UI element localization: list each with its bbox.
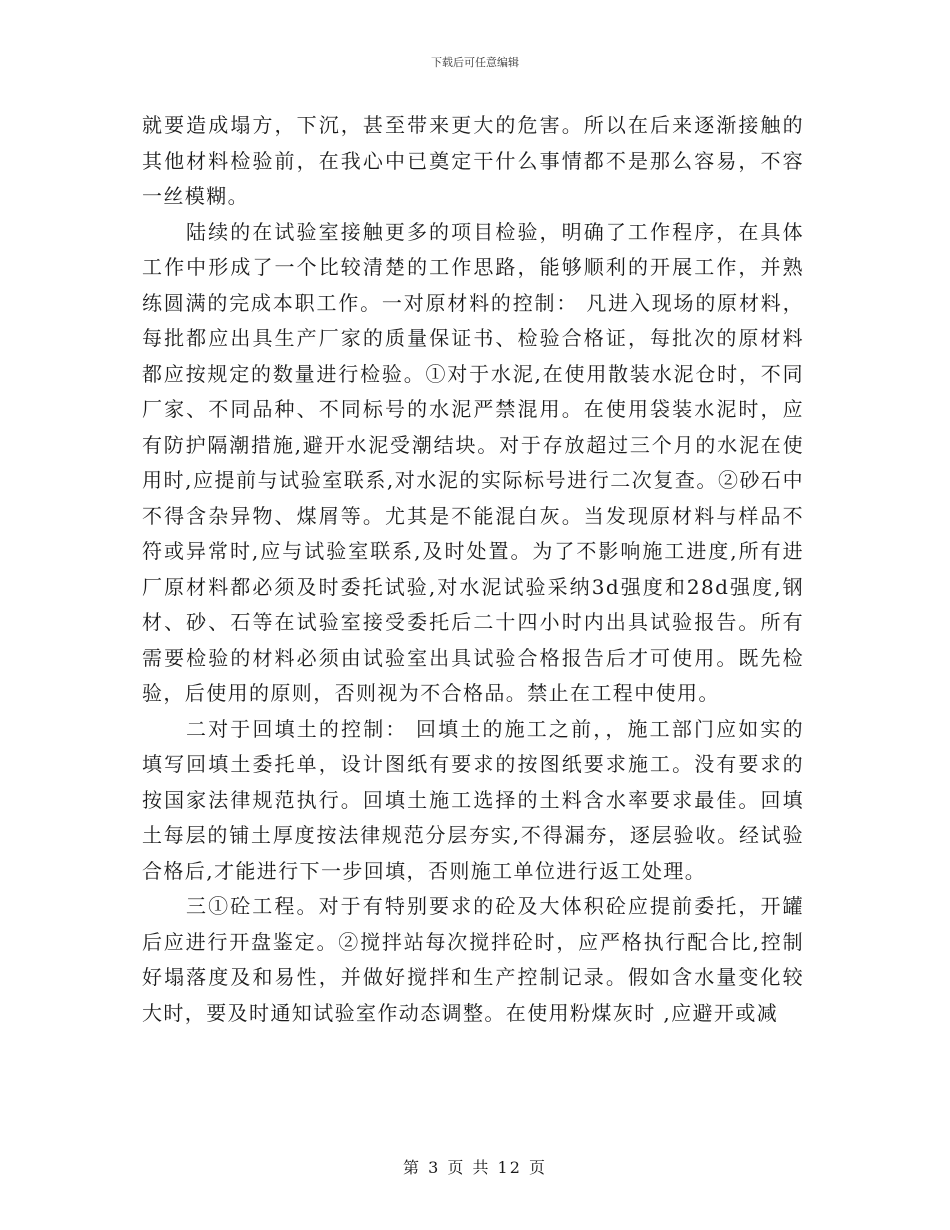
- document-body: [142, 108, 804, 1031]
- page-number: 第 3 页 共 12 页: [403, 1158, 547, 1177]
- paragraph-backfill-control: 二对于回填土的控制： 回填土的施工之前，，施工部门应如实的填写回填土委托单，设计图纸有要求的按图纸要求施工。没有要求的按国家法律规范执行。回填土施工选择的土料含水率要求最佳。回填土每层的铺土厚度按法律规范分层夯实,不得漏夯，逐层验收。经试验合格后,才能进行下一步回填，否则施工单位进行返工处理。: [142, 716, 804, 883]
- paragraph-continuation: 就要造成塌方，下沉，甚至带来更大的危害。所以在后来逐渐接触的其他材料检验前，在我心中已奠定干什么事情都不是那么容易，不容一丝模糊。: [142, 113, 804, 208]
- paragraph-raw-material-control: 陆续的在试验室接触更多的项目检验，明确了工作程序，在具体工作中形成了一个比较清楚的工作思路，能够顺利的开展工作，并熟练圆满的完成本职工作。一对原材料的控制： 凡进入现场的原材料，每批都应出具生产厂家的质量保证书、检验合格证，每批次的原材料都应按规定的数量进行检验。①对于水泥,在使用散装水泥仓时，不同厂家、不同品种、不同标号的水泥严禁混用。在使用袋装水泥时，应有防护隔潮措施,避开水泥受潮结块。对于存放超过三个月的水泥在使用时,应提前与试验室联系,对水泥的实际标号进行二次复查。②砂石中不得含杂异物、煤屑等。尤其是不能混白灰。当发现原材料与样品不符或异常时,应与试验室联系,及时处置。为了不影响施工进度,所有进厂原材料都必须及时委托试验,对水泥试验采纳3d强度和28d强度,钢材、砂、石等在试验室接受委托后二十四小时内出具试验报告。所有需要检验的材料必须由试验室出具试验合格报告后才可使用。既先检验，后使用的原则，否则视为不合格品。禁止在工程中使用。: [142, 219, 804, 705]
- page-header-note: 下载后可任意编辑: [431, 56, 519, 69]
- paragraph-concrete-works: 三①砼工程。对于有特别要求的砼及大体积砼应提前委托，开罐后应进行开盘鉴定。②搅拌站每次搅拌砼时，应严格执行配合比,控制好塌落度及和易性，并做好搅拌和生产控制记录。假如含水量变化较大时，要及时通知试验室作动态调整。在使用粉煤灰时 ,应避开或减: [142, 894, 804, 1025]
